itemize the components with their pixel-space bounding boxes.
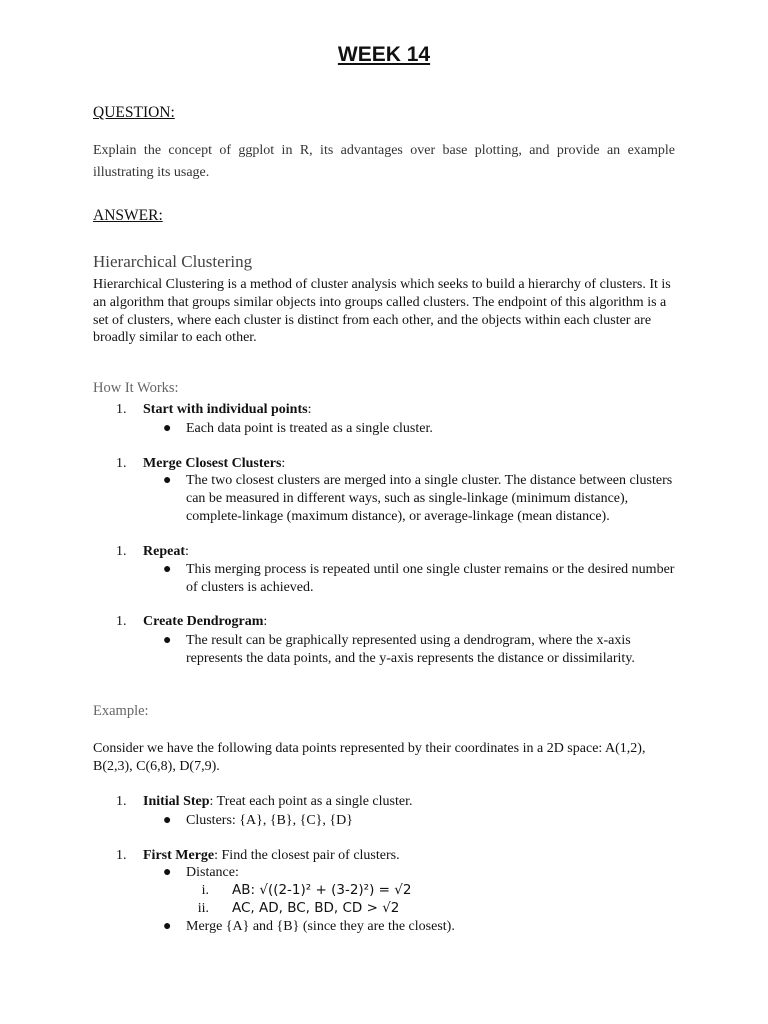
sub-list-item xyxy=(93,900,675,918)
bullet-icon: ● xyxy=(163,865,172,880)
formula-text: AC, AD, BC, BD, CD > √2 xyxy=(232,899,400,916)
bullet-item: ● This merging process is repeated until one single cluster remains or the desired number of clusters is achieved. xyxy=(163,562,675,595)
answer-label: ANSWER: xyxy=(93,207,163,224)
step-title: Initial Step: Treat each point as a single cluster. xyxy=(143,794,413,809)
step-bullets xyxy=(93,420,675,438)
step-number: 1. xyxy=(116,848,127,863)
how-it-works-heading: How It Works: xyxy=(93,380,179,396)
step-bullets xyxy=(93,632,675,668)
step-number: 1. xyxy=(116,614,127,629)
bullet-item: ● Merge {A} and {B} (since they are the closest). xyxy=(163,918,455,934)
bullet-item: ● Clusters: {A}, {B}, {C}, {D} xyxy=(163,813,353,828)
question-text: Explain the concept of ggplot in R, its advantages over base plotting, and provide an example illustrating its usage. xyxy=(93,143,675,180)
bullet-item: ● The two closest clusters are merged into a single cluster. The distance between clusters can be measured in different ways, such as single-linkage (minimum distance), complete-linkage (maximum distance), or average-linkage (mean distance). xyxy=(163,473,673,524)
step-bullets xyxy=(93,812,675,830)
bullet-icon: ● xyxy=(163,918,172,934)
question-label: QUESTION: xyxy=(93,104,175,121)
step-number: 1. xyxy=(116,794,127,809)
example-intro: Consider we have the following data points represented by their coordinates in a 2D space: A(1,2), B(2,3), C(6,8), D(7,9). xyxy=(93,741,646,774)
step-title: First Merge: Find the closest pair of clusters. xyxy=(143,848,400,863)
document-page xyxy=(93,0,675,1024)
sub-list-item xyxy=(93,882,675,900)
section-heading: Hierarchical Clustering xyxy=(93,252,253,271)
bullet-icon: ● xyxy=(163,562,172,577)
bullet-icon: ● xyxy=(163,421,172,436)
bullet-icon: ● xyxy=(163,813,172,828)
intro-paragraph: Hierarchical Clustering is a method of cluster analysis which seeks to build a hierarchy of clusters. It is an algorithm that groups similar objects into groups called clusters. The endpoint of this algorithm is a set of clusters, where each cluster is distinct from each other, and the objects within each cluster are broadly similar to each other. xyxy=(93,277,671,346)
step-bullets xyxy=(93,472,675,525)
step-number: 1. xyxy=(116,456,127,471)
step-title: Start with individual points: xyxy=(143,402,312,417)
step-number: 1. xyxy=(116,544,127,559)
formula-text: AB: √((2-1)² + (3-2)²) = √2 xyxy=(232,881,412,898)
page-title: WEEK 14 xyxy=(337,43,431,66)
step-bullets xyxy=(93,864,675,936)
bullet-item: ● Distance: xyxy=(163,865,239,880)
step-number: 1. xyxy=(116,402,127,417)
step-title: Repeat: xyxy=(143,544,189,559)
roman-numeral: ii. xyxy=(197,900,209,916)
step-title: Merge Closest Clusters: xyxy=(143,456,286,471)
bullet-icon: ● xyxy=(163,473,172,488)
example-heading: Example: xyxy=(93,703,149,719)
bullet-icon: ● xyxy=(163,633,172,648)
roman-numeral: i. xyxy=(201,882,209,898)
bullet-item: ● Each data point is treated as a single cluster. xyxy=(163,421,433,436)
step-title: Create Dendrogram: xyxy=(143,614,268,629)
step-bullets xyxy=(93,561,675,597)
bullet-item: ● The result can be graphically represented using a dendrogram, where the x-axis represents the data points, and the y-axis represents the distance or dissimilarity. xyxy=(163,633,635,666)
